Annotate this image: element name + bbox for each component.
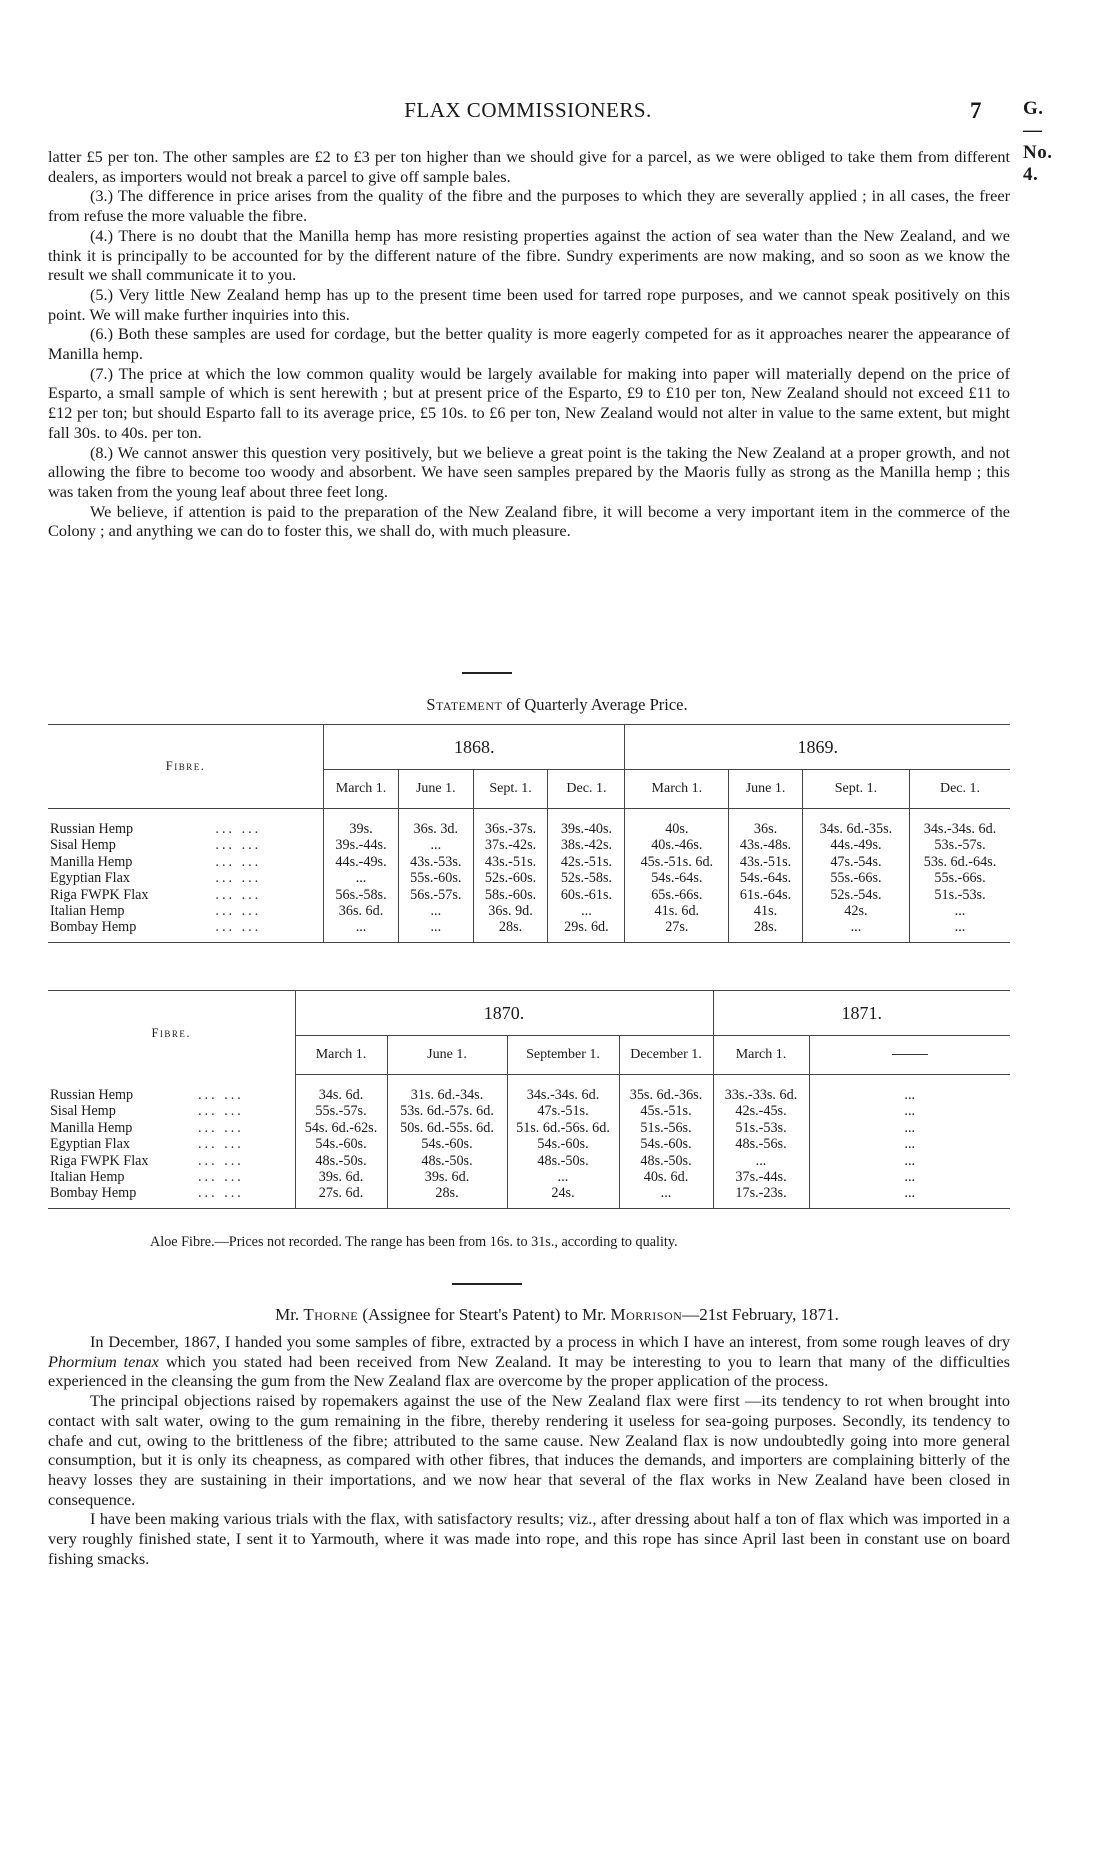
price-cell: 37s.-42s.	[473, 837, 548, 853]
year-header-1869: 1869.	[625, 725, 1010, 770]
date-header: Sept. 1.	[473, 770, 548, 809]
price-table-1870-1871	[48, 990, 1010, 1209]
price-cell: 39s.-44s.	[324, 837, 399, 853]
fibre-name: Riga FWPK Flax	[50, 886, 149, 903]
price-cell: 53s. 6d.-57s. 6d.	[387, 1103, 507, 1119]
price-cell: 65s.-66s.	[625, 887, 729, 903]
price-cell: 33s.-33s. 6d.	[713, 1087, 809, 1103]
price-cell: ...	[809, 1153, 1010, 1169]
price-cell: ...	[507, 1169, 619, 1185]
price-cell: 41s.	[729, 903, 803, 919]
price-cell: ...	[398, 919, 473, 935]
price-cell: 54s.-60s.	[507, 1136, 619, 1152]
fibre-name: Sisal Hemp	[50, 837, 116, 854]
price-cell: 36s. 6d.	[324, 903, 399, 919]
price-cell: 44s.-49s.	[802, 837, 909, 853]
table-row	[48, 821, 1010, 837]
leader-dots: ... ...	[215, 919, 262, 936]
price-cell: ...	[809, 1120, 1010, 1136]
price-cell: 39s.-40s.	[548, 821, 625, 837]
price-cell: 55s.-66s.	[802, 870, 909, 886]
caption-statement: Statement	[426, 695, 503, 714]
price-cell: ...	[548, 903, 625, 919]
price-cell: 28s.	[729, 919, 803, 935]
price-cell: 24s.	[507, 1185, 619, 1201]
leader-dots: ... ...	[198, 1169, 244, 1186]
price-cell: 51s.-53s.	[910, 887, 1011, 903]
answer-8: (8.) We cannot answer this question very positively, but we believe a great point is the taking the New Zealand at a proper growth, and not allowing the fibre to become too woody and absorbent. We have seen samples prepared by the Maoris fully as strong as the Manilla hemp ; this was taken from the young leaf about three feet long.	[48, 442, 1010, 501]
price-cell: 54s.-64s.	[625, 870, 729, 886]
text-run: In December, 1867, I handed you some samples of fibre, extracted by a process in which I have an interest, from some rough leaves of dry	[90, 1332, 1010, 1351]
price-cell: 43s.-53s.	[398, 854, 473, 870]
leader-dots: ... ...	[198, 1119, 244, 1136]
section-divider	[462, 672, 512, 674]
thorne-letter	[48, 1332, 1010, 1568]
closing-paragraph: We believe, if attention is paid to the preparation of the New Zealand fibre, it will become a very important item in the commerce of the Colony ; and anything we can do to foster this, we shall do, with much pleasure.	[48, 501, 1010, 541]
price-cell: ...	[619, 1185, 713, 1201]
price-cell: 40s. 6d.	[619, 1169, 713, 1185]
price-table-1868-1869	[48, 724, 1010, 943]
leader-dots: ... ...	[198, 1152, 244, 1169]
price-cell: 37s.-44s.	[713, 1169, 809, 1185]
fibre-name: Manilla Hemp	[50, 853, 133, 870]
price-cell: 61s.-64s.	[729, 887, 803, 903]
fibre-name: Sisal Hemp	[50, 1103, 116, 1120]
price-cell: 38s.-42s.	[548, 837, 625, 853]
price-cell: 52s.-58s.	[548, 870, 625, 886]
price-cell: 27s.	[625, 919, 729, 935]
table-row	[48, 887, 1010, 903]
price-cell: 56s.-58s.	[324, 887, 399, 903]
table-row	[48, 1185, 1010, 1201]
table-row	[48, 903, 1010, 919]
date-header: March 1.	[713, 1036, 809, 1075]
price-cell: ...	[398, 837, 473, 853]
paragraph: The principal objections raised by ropemakers against the use of the New Zealand flax were first —its tendency to rot when brought into contact with salt water, owing to the gum remaining in the fibre, thereby rendering it useless for sea-going purposes. Secondly, its tendency to chafe and cut, owing to the brittleness of the fibre; attributed to the same cause. New Zealand flax is now undoubtedly going into more general consumption, but it is only its cheapness, as compared with other fibres, that induces the demands, and importers are complaining bitterly of the heavy losses they are sustaining in their importations, and we now hear that several of the flax works in New Zealand have been closed in consequence.	[48, 1391, 1010, 1509]
fibre-name: Russian Hemp	[50, 1087, 134, 1103]
table-row	[48, 1169, 1010, 1185]
leader-dots: ... ...	[215, 886, 262, 903]
price-cell: 55s.-57s.	[295, 1103, 387, 1119]
price-cell: 48s.-50s.	[619, 1153, 713, 1169]
price-cell: 52s.-60s.	[473, 870, 548, 886]
price-cell: 45s.-51s. 6d.	[625, 854, 729, 870]
fibre-column-header: Fibre.	[48, 991, 295, 1075]
price-cell: ...	[324, 870, 399, 886]
price-cell: 55s.-66s.	[910, 870, 1011, 886]
page-number: 7	[970, 98, 982, 123]
price-cell: 39s. 6d.	[295, 1169, 387, 1185]
price-cell: 50s. 6d.-55s. 6d.	[387, 1120, 507, 1136]
price-cell: 55s.-60s.	[398, 870, 473, 886]
heading-part: Mr.	[275, 1305, 304, 1324]
price-cell: ...	[809, 1185, 1010, 1201]
price-cell: 31s. 6d.-34s.	[387, 1087, 507, 1103]
price-cell: 40s.	[625, 821, 729, 837]
year-header-1868: 1868.	[324, 725, 625, 770]
recipient-name: Morrison	[610, 1305, 683, 1324]
price-cell: 28s.	[473, 919, 548, 935]
date-header: June 1.	[398, 770, 473, 809]
date-header: March 1.	[324, 770, 399, 809]
letter-heading	[0, 1305, 1114, 1325]
date-header: June 1.	[729, 770, 803, 809]
price-cell: 58s.-60s.	[473, 887, 548, 903]
price-cell: 44s.-49s.	[324, 854, 399, 870]
leader-dots: ... ...	[215, 870, 262, 887]
fibre-name: Manilla Hemp	[50, 1119, 133, 1136]
price-cell: 34s.-34s. 6d.	[507, 1087, 619, 1103]
price-cell: ...	[809, 1136, 1010, 1152]
price-cell: ...	[910, 903, 1011, 919]
answer-3: (3.) The difference in price arises from the quality of the fibre and the purposes to which they are severally applied ; in all cases, the freer from refuse the more valuable the fibre.	[48, 186, 1010, 226]
date-header: Sept. 1.	[802, 770, 909, 809]
price-cell: 48s.-50s.	[507, 1153, 619, 1169]
fibre-name: Riga FWPK Flax	[50, 1152, 149, 1169]
price-cell: 43s.-48s.	[729, 837, 803, 853]
date-header: March 1.	[295, 1036, 387, 1075]
price-cell: 45s.-51s.	[619, 1103, 713, 1119]
fibre-name: Russian Hemp	[50, 821, 134, 837]
price-cell: ...	[809, 1103, 1010, 1119]
price-cell: 17s.-23s.	[713, 1185, 809, 1201]
leader-dots: ... ...	[198, 1103, 244, 1120]
price-cell: ...	[910, 919, 1011, 935]
paragraph	[48, 1332, 1010, 1391]
price-cell: 48s.-50s.	[295, 1153, 387, 1169]
letter-continuation	[48, 147, 1010, 541]
price-cell: 40s.-46s.	[625, 837, 729, 853]
answer-5: (5.) Very little New Zealand hemp has up to the present time been used for tarred rope purposes, and we cannot speak positively on this point. We will make further inquiries into this.	[48, 284, 1010, 324]
price-cell: 34s. 6d.-35s.	[802, 821, 909, 837]
price-cell: 47s.-54s.	[802, 854, 909, 870]
price-cell: 60s.-61s.	[548, 887, 625, 903]
table-row	[48, 919, 1010, 935]
price-cell: 35s. 6d.-36s.	[619, 1087, 713, 1103]
table-row	[48, 1153, 1010, 1169]
sender-name: Thorne	[303, 1305, 359, 1324]
price-cell: 42s.-45s.	[713, 1103, 809, 1119]
price-cell: 53s.-57s.	[910, 837, 1011, 853]
price-cell: 34s. 6d.	[295, 1087, 387, 1103]
running-title: FLAX COMMISSIONERS.	[404, 98, 652, 122]
caption-rest: of Quarterly Average Price.	[502, 695, 688, 714]
paragraph: latter £5 per ton. The other samples are £2 to £3 per ton higher than we should give for a parcel, as we were obliged to take them from different dealers, as importers would not break a parcel to give off sample bales.	[48, 147, 1010, 186]
fibre-name: Bombay Hemp	[50, 1185, 137, 1202]
date-header: Dec. 1.	[548, 770, 625, 809]
price-cell: 39s. 6d.	[387, 1169, 507, 1185]
table-row	[48, 1103, 1010, 1119]
price-cell: 41s. 6d.	[625, 903, 729, 919]
table-row	[48, 1120, 1010, 1136]
price-cell: ...	[809, 1087, 1010, 1103]
answer-7: (7.) The price at which the low common quality would be largely available for making into paper will materially depend on the price of Esparto, a small sample of which is sent herewith ; but at present price of the Esparto, £9 to £10 per ton, New Zealand should not exceed £11 to £12 per ton; but should Esparto fall to its average price, £5 10s. to £6 per ton, New Zealand would not alter in value to the same extent, but might fall 30s. to 40s. per ton.	[48, 363, 1010, 442]
price-cell: 51s.-53s.	[713, 1120, 809, 1136]
letter-date: —21st February, 1871.	[682, 1305, 839, 1324]
text-run: which you stated had been received from New Zealand. It may be interesting to you to learn that many of the difficulties experienced in the cleansing the gum from the New Zealand flax are overcome by the proper application of the process.	[48, 1351, 1010, 1391]
date-header: December 1.	[619, 1036, 713, 1075]
price-cell: 54s. 6d.-62s.	[295, 1120, 387, 1136]
leader-dots: ... ...	[215, 837, 262, 854]
leader-dots: ... ...	[215, 821, 262, 837]
table-caption	[0, 695, 1114, 715]
price-cell: 39s.	[324, 821, 399, 837]
price-cell: 34s.-34s. 6d.	[910, 821, 1011, 837]
price-cell: ...	[809, 1169, 1010, 1185]
table-row	[48, 870, 1010, 886]
leader-dots: ... ...	[198, 1185, 244, 1202]
price-cell: 47s.-51s.	[507, 1103, 619, 1119]
price-cell: 48s.-50s.	[387, 1153, 507, 1169]
table-row	[48, 837, 1010, 853]
year-header-1871: 1871.	[713, 991, 1010, 1036]
price-cell: 29s. 6d.	[548, 919, 625, 935]
species-name: Phormium tenax	[48, 1351, 159, 1371]
paper-number: G.—No. 4.	[1023, 98, 1053, 185]
fibre-name: Egyptian Flax	[50, 870, 130, 887]
price-cell: 36s.	[729, 821, 803, 837]
price-cell: 48s.-56s.	[713, 1136, 809, 1152]
fibre-name: Egyptian Flax	[50, 1136, 130, 1153]
price-cell: ...	[713, 1153, 809, 1169]
answer-4: (4.) There is no doubt that the Manilla hemp has more resisting properties against the action of sea water than the New Zealand, and we think it is principally to be accounted for by the different nature of the fibre. Sundry experiments are now making, and so soon as we know the result we shall communicate it to you.	[48, 225, 1010, 285]
leader-dots: ... ...	[215, 903, 262, 920]
price-cell: 43s.-51s.	[473, 854, 548, 870]
leader-dots: ... ...	[215, 853, 262, 870]
fibre-name: Italian Hemp	[50, 903, 125, 920]
fibre-column-header: Fibre.	[48, 725, 324, 809]
price-cell: 53s. 6d.-64s.	[910, 854, 1011, 870]
price-cell: 28s.	[387, 1185, 507, 1201]
date-header: March 1.	[625, 770, 729, 809]
fibre-name: Italian Hemp	[50, 1169, 125, 1186]
price-cell: 43s.-51s.	[729, 854, 803, 870]
date-header-blank	[809, 1036, 1010, 1075]
section-divider	[452, 1283, 522, 1285]
price-cell: 54s.-64s.	[729, 870, 803, 886]
price-cell: 51s. 6d.-56s. 6d.	[507, 1120, 619, 1136]
date-header: Dec. 1.	[910, 770, 1011, 809]
leader-dots: ... ...	[198, 1136, 244, 1153]
price-cell: 51s.-56s.	[619, 1120, 713, 1136]
price-cell: 42s.-51s.	[548, 854, 625, 870]
table-row	[48, 1136, 1010, 1152]
price-cell: ...	[802, 919, 909, 935]
price-cell: 27s. 6d.	[295, 1185, 387, 1201]
price-cell: 54s.-60s.	[619, 1136, 713, 1152]
answer-6: (6.) Both these samples are used for cordage, but the better quality is more eagerly competed for as it approaches nearer the appearance of Manilla hemp.	[48, 324, 1010, 364]
date-header: September 1.	[507, 1036, 619, 1075]
table-row	[48, 1087, 1010, 1103]
fibre-name: Bombay Hemp	[50, 919, 137, 936]
table-row	[48, 854, 1010, 870]
price-cell: ...	[324, 919, 399, 935]
leader-dots: ... ...	[198, 1087, 244, 1103]
price-cell: 36s.-37s.	[473, 821, 548, 837]
blank-dash	[892, 1054, 928, 1055]
price-cell: 56s.-57s.	[398, 887, 473, 903]
year-header-1870: 1870.	[295, 991, 713, 1036]
price-cell: 36s. 3d.	[398, 821, 473, 837]
date-header: June 1.	[387, 1036, 507, 1075]
aloe-fibre-note: Aloe Fibre.—Prices not recorded. The range has been from 16s. to 31s., according to quality.	[150, 1234, 678, 1250]
price-cell: 36s. 9d.	[473, 903, 548, 919]
price-cell: ...	[398, 903, 473, 919]
heading-part: (Assignee for Steart's Patent) to Mr.	[358, 1305, 611, 1324]
price-cell: 54s.-60s.	[387, 1136, 507, 1152]
paragraph: I have been making various trials with the flax, with satisfactory results; viz., after dressing about half a ton of flax which was imported in a very roughly finished state, I sent it to Yarmouth, where it was made into rope, and this rope has since April last been in constant use on board fishing smacks.	[48, 1509, 1010, 1568]
price-cell: 54s.-60s.	[295, 1136, 387, 1152]
price-cell: 52s.-54s.	[802, 887, 909, 903]
price-cell: 42s.	[802, 903, 909, 919]
